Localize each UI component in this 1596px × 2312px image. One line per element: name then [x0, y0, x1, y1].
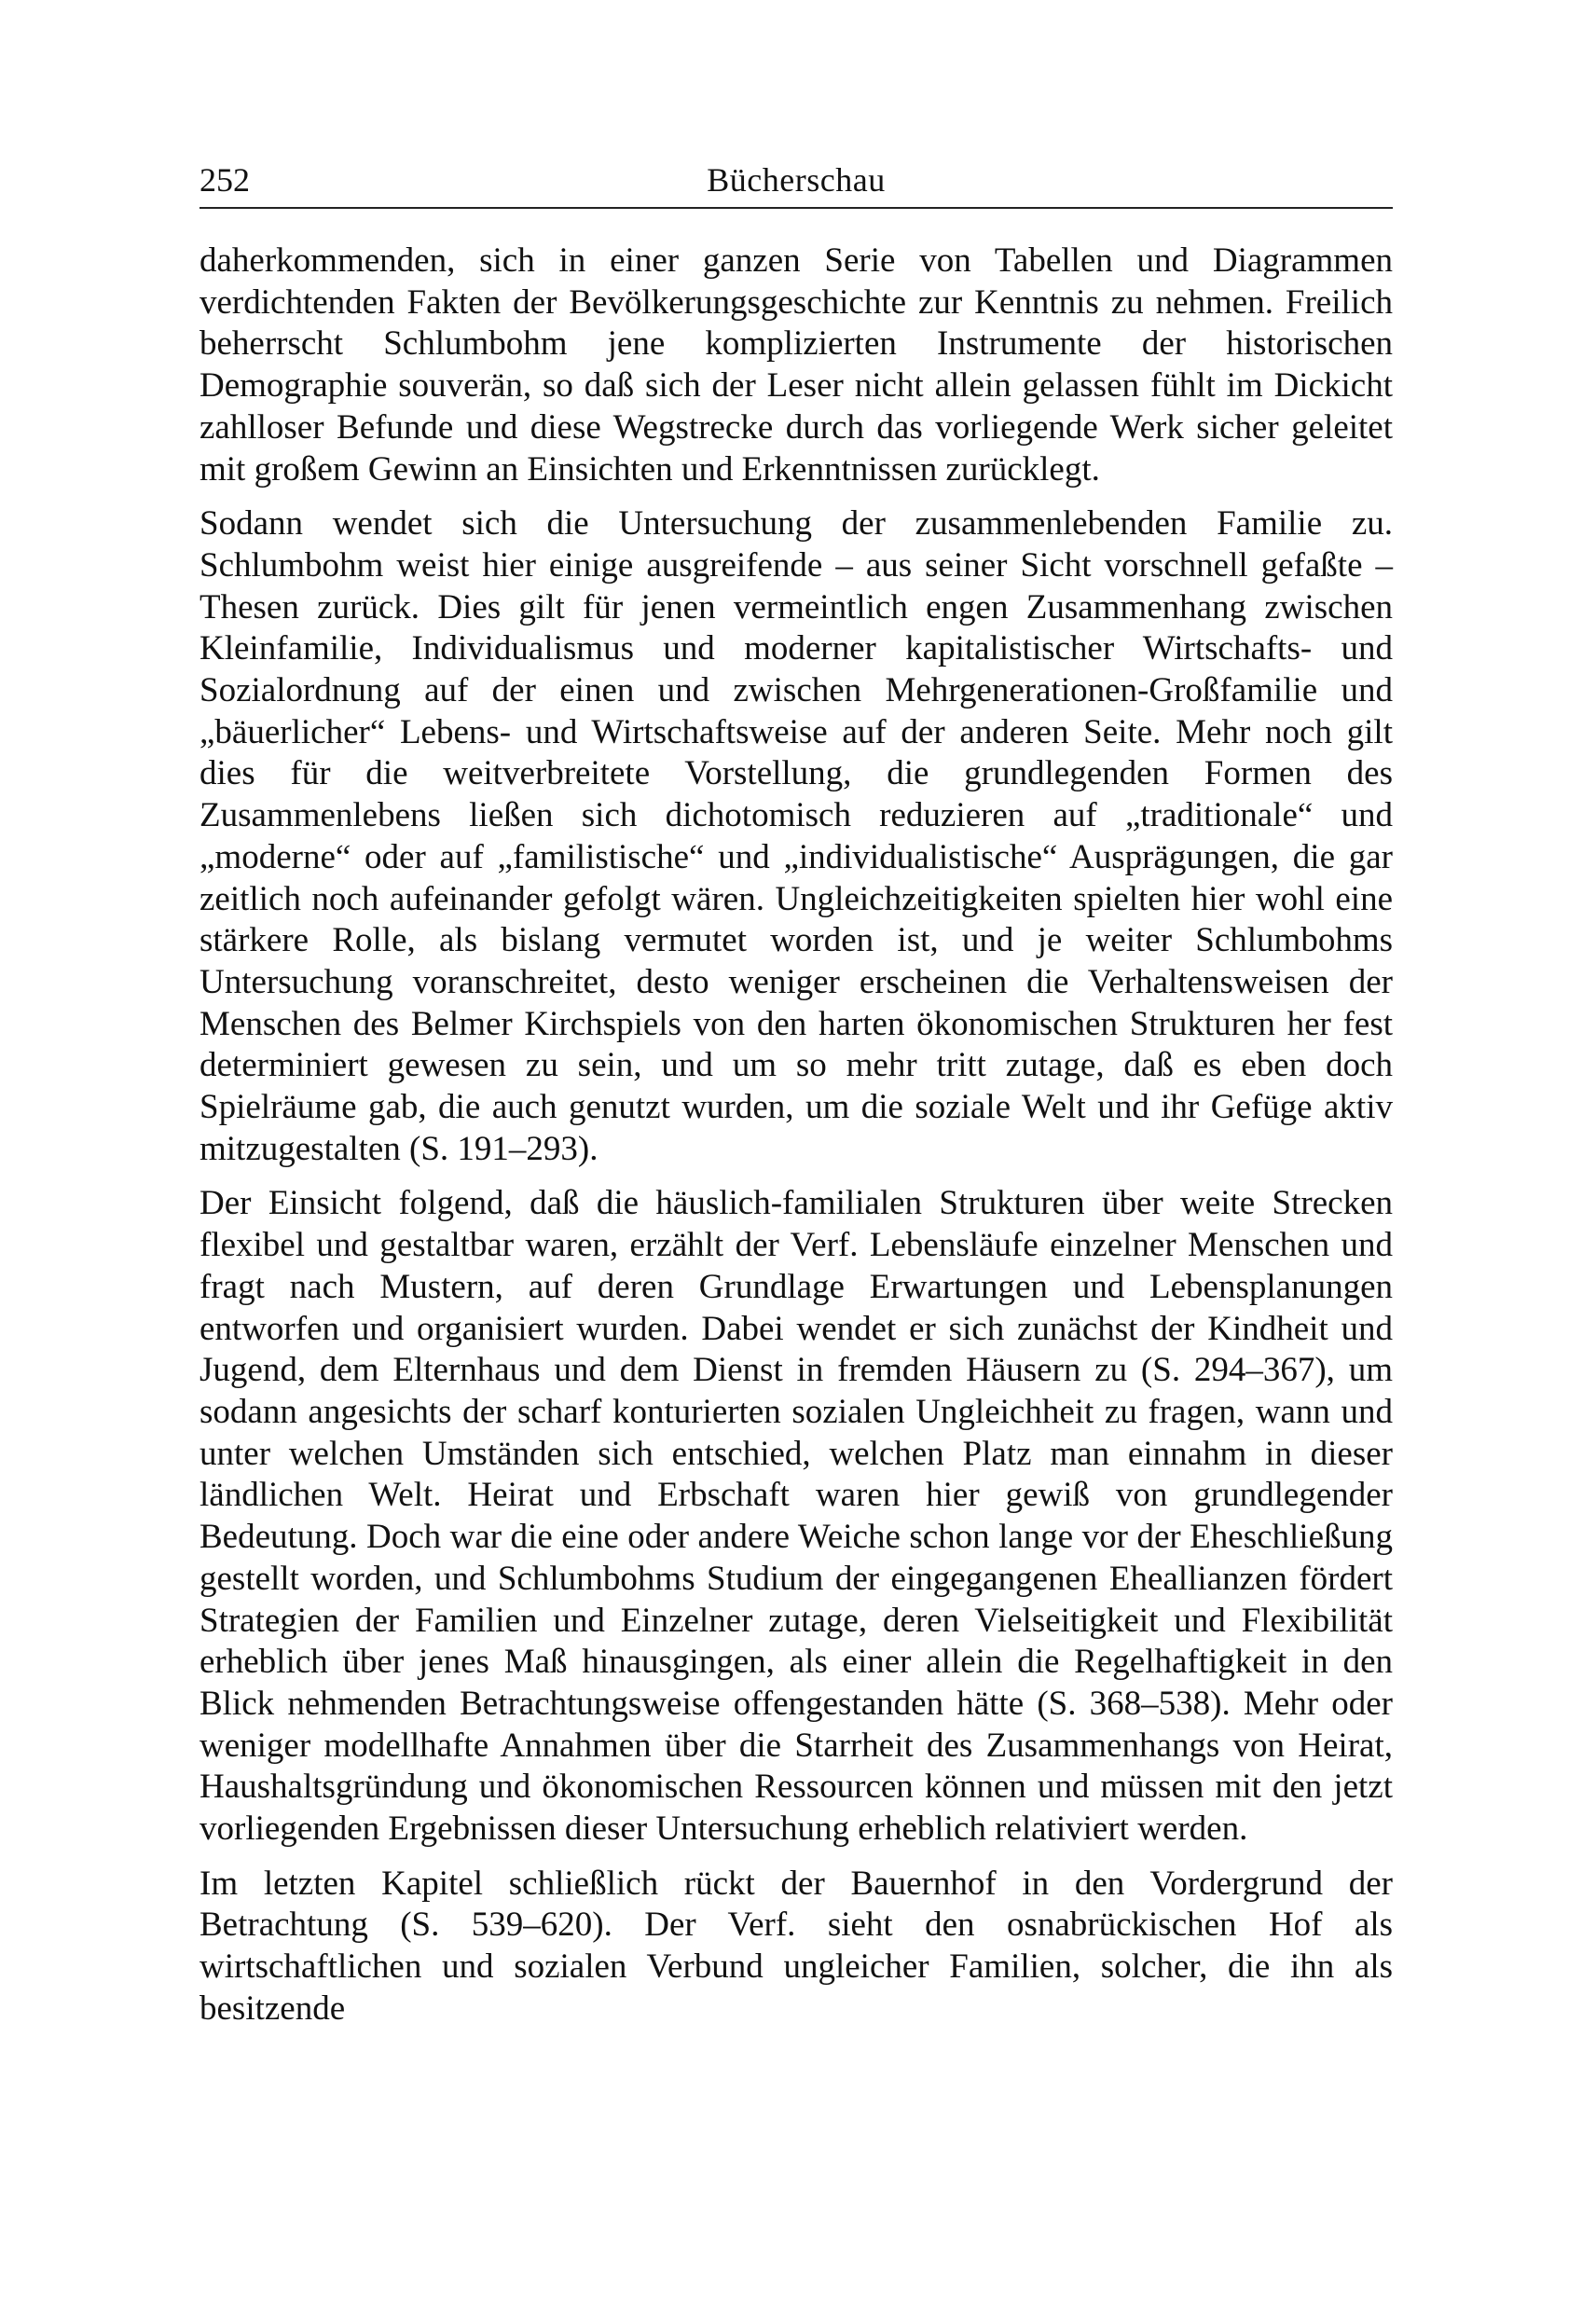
paragraph: Der Einsicht folgend, daß die häuslich-familialen Strukturen über weite Strecken flexibel und gestaltbar waren, erzählt der Verf. Lebensläufe einzelner Menschen und fragt nach Mustern, auf deren Grundlage Erwartungen und Lebensplanungen entworfen und organisiert wurden. Dabei wendet er sich zunächst der Kindheit und Jugend, dem Elternhaus und dem Dienst in fremden Häusern zu (S. 294–367), um sodann angesichts der scharf konturierten sozialen Ungleichheit zu fragen, wann und unter welchen Umständen sich entschied, welchen Platz man einnahm in dieser ländlichen Welt. Heirat und Erbschaft waren hier gewiß von grundlegender Bedeutung. Doch war die eine oder andere Weiche schon lange vor der Eheschließung gestellt worden, und Schlumbohms Studium der eingegangenen Eheallianzen fördert Strategien der Familien und Einzelner zutage, deren Vielseitigkeit und Flexibilität erheblich über jenes Maß hinausgingen, als einer allein die Regelhaftigkeit in den Blick nehmenden Betrachtungsweise offengestanden hätte (S. 368–538). Mehr oder weniger modellhafte Annahmen über die Starrheit des Zusammenhangs von Heirat, Haushaltsgründung und ökonomischen Ressourcen können und müssen mit den jetzt vorliegenden Ergebnissen dieser Untersuchung erheblich relativiert werden.	[200, 1184, 1393, 1849]
paragraph: daherkommenden, sich in einer ganzen Serie von Tabellen und Diagrammen verdichtenden Fakten der Bevölkerungsgeschichte zur Kenntnis zu nehmen. Freilich beherrscht Schlumbohm jene komplizierten Instrumente der historischen Demographie souverän, so daß sich der Leser nicht allein gelassen fühlt im Dickicht zahlloser Befunde und diese Wegstrecke durch das vorliegende Werk sicher geleitet mit großem Gewinn an Einsichten und Erkenntnissen zurücklegt.	[200, 241, 1393, 489]
page-number: 252	[200, 161, 250, 199]
paragraph: Im letzten Kapitel schließlich rückt der Bauernhof in den Vordergrund der Betrachtung (S. 539–620). Der Verf. sieht den osnabrückischen Hof als wirtschaftlichen und sozialen Verbund ungleicher Familien, solcher, die ihn als besitzende	[200, 1864, 1393, 2028]
header-divider	[200, 207, 1393, 209]
body-text	[200, 241, 1393, 2044]
section-title: Bücherschau	[707, 161, 886, 199]
paragraph: Sodann wendet sich die Untersuchung der zusammenlebenden Familie zu. Schlumbohm weist hier einige ausgreifende – aus seiner Sicht vorschnell gefaßte – Thesen zurück. Dies gilt für jenen vermeintlich engen Zusammenhang zwischen Kleinfamilie, Individualismus und moderner kapitalistischer Wirtschafts- und Sozialordnung auf der einen und zwischen Mehrgenerationen-Großfamilie und „bäuerlicher“ Lebens- und Wirtschaftsweise auf der anderen Seite. Mehr noch gilt dies für die weitverbreitete Vorstellung, die grundlegenden Formen des Zusammenlebens ließen sich dichotomisch reduzieren auf „traditionale“ und „moderne“ oder auf „familistische“ und „individualistische“ Ausprägungen, die gar zeitlich noch aufeinander gefolgt wären. Ungleichzeitigkeiten spielten hier wohl eine stärkere Rolle, als bislang vermutet worden ist, und je weiter Schlumbohms Untersuchung voranschreitet, desto weniger erscheinen die Verhaltensweisen der Menschen des Belmer Kirchspiels von den harten ökonomischen Strukturen her fest determiniert gewesen zu sein, und um so mehr tritt zutage, daß es eben doch Spielräume gab, die auch genutzt wurden, um die soziale Welt und ihr Gefüge aktiv mitzugestalten (S. 191–293).	[200, 504, 1393, 1168]
running-head	[200, 157, 1393, 203]
